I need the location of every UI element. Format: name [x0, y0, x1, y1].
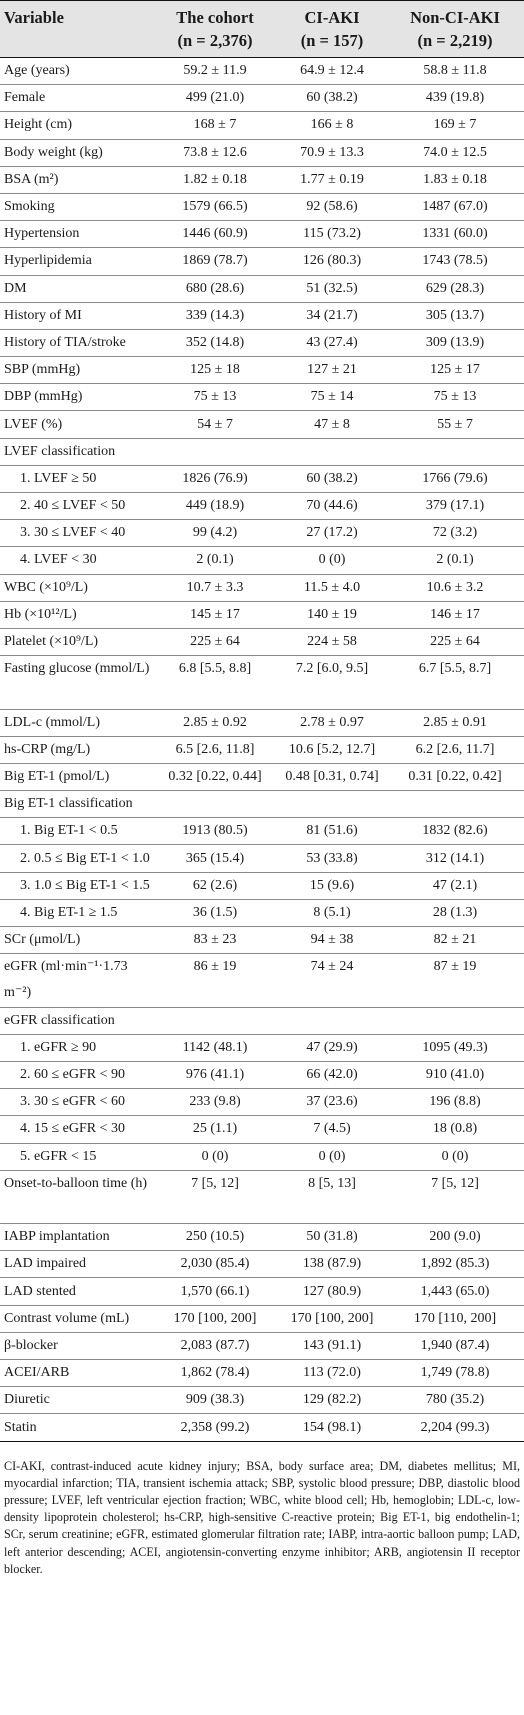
non-ci-aki-value: 82 ± 21 [386, 927, 524, 954]
non-ci-aki-value: 1766 (79.6) [386, 465, 524, 492]
non-ci-aki-value: 1,892 (85.3) [386, 1251, 524, 1278]
row-label: ACEI/ARB [0, 1360, 152, 1387]
cohort-value [152, 791, 278, 818]
header-row [0, 1, 524, 58]
table-row [0, 411, 524, 438]
table-row [0, 1278, 524, 1305]
ci-aki-value: 143 (91.1) [278, 1332, 386, 1359]
row-label: LAD impaired [0, 1251, 152, 1278]
row-label: hs-CRP (mg/L) [0, 736, 152, 763]
cohort-value: 25 (1.1) [152, 1116, 278, 1143]
ci-aki-value: 70.9 ± 13.3 [278, 139, 386, 166]
row-label: 4. Big ET-1 ≥ 1.5 [0, 899, 152, 926]
header-cohort [152, 1, 278, 58]
non-ci-aki-value: 439 (19.8) [386, 85, 524, 112]
cohort-value: 6.5 [2.6, 11.8] [152, 736, 278, 763]
cohort-value: 145 ± 17 [152, 601, 278, 628]
header-cohort-line1: The cohort [176, 8, 254, 27]
table-row [0, 656, 524, 709]
table-row [0, 520, 524, 547]
table-row [0, 248, 524, 275]
cohort-value: 62 (2.6) [152, 872, 278, 899]
table-row [0, 1332, 524, 1359]
row-label: eGFR (ml·min⁻¹·1.73 m⁻²) [0, 954, 152, 1007]
table-body [0, 58, 524, 1442]
cohort-value [152, 438, 278, 465]
row-label: WBC (×10⁹/L) [0, 574, 152, 601]
ci-aki-value [278, 791, 386, 818]
ci-aki-value: 53 (33.8) [278, 845, 386, 872]
row-label: 1. Big ET-1 < 0.5 [0, 818, 152, 845]
table-row [0, 58, 524, 85]
row-label: β-blocker [0, 1332, 152, 1359]
row-label: IABP implantation [0, 1224, 152, 1251]
cohort-value: 0.32 [0.22, 0.44] [152, 763, 278, 790]
non-ci-aki-value: 312 (14.1) [386, 845, 524, 872]
cohort-value: 54 ± 7 [152, 411, 278, 438]
table-header [0, 1, 524, 58]
non-ci-aki-value: 10.6 ± 3.2 [386, 574, 524, 601]
cohort-value: 10.7 ± 3.3 [152, 574, 278, 601]
ci-aki-value: 129 (82.2) [278, 1387, 386, 1414]
cohort-value: 339 (14.3) [152, 302, 278, 329]
row-label: SBP (mmHg) [0, 357, 152, 384]
ci-aki-value: 74 ± 24 [278, 954, 386, 1007]
table-row [0, 193, 524, 220]
ci-aki-value: 66 (42.0) [278, 1061, 386, 1088]
ci-aki-value: 60 (38.2) [278, 85, 386, 112]
row-label: DM [0, 275, 152, 302]
non-ci-aki-value: 1095 (49.3) [386, 1034, 524, 1061]
cohort-value: 976 (41.1) [152, 1061, 278, 1088]
non-ci-aki-value: 55 ± 7 [386, 411, 524, 438]
ci-aki-value: 8 [5, 13] [278, 1170, 386, 1223]
ci-aki-value: 94 ± 38 [278, 927, 386, 954]
row-label: 2. 60 ≤ eGFR < 90 [0, 1061, 152, 1088]
row-label: 4. LVEF < 30 [0, 547, 152, 574]
table-row [0, 628, 524, 655]
table-row [0, 1061, 524, 1088]
cohort-value: 2,030 (85.4) [152, 1251, 278, 1278]
cohort-value: 1142 (48.1) [152, 1034, 278, 1061]
ci-aki-value: 127 (80.9) [278, 1278, 386, 1305]
table-row [0, 1414, 524, 1441]
row-label: Platelet (×10⁹/L) [0, 628, 152, 655]
ci-aki-value: 0 (0) [278, 1143, 386, 1170]
row-label: 5. eGFR < 15 [0, 1143, 152, 1170]
table-row [0, 438, 524, 465]
ci-aki-value: 140 ± 19 [278, 601, 386, 628]
table-row [0, 736, 524, 763]
table-row [0, 709, 524, 736]
row-label: LAD stented [0, 1278, 152, 1305]
table-row [0, 927, 524, 954]
non-ci-aki-value: 87 ± 19 [386, 954, 524, 1007]
row-label: Age (years) [0, 58, 152, 85]
row-label: 2. 0.5 ≤ Big ET-1 < 1.0 [0, 845, 152, 872]
cohort-value: 86 ± 19 [152, 954, 278, 1007]
cohort-value: 125 ± 18 [152, 357, 278, 384]
ci-aki-value: 34 (21.7) [278, 302, 386, 329]
ci-aki-value: 81 (51.6) [278, 818, 386, 845]
cohort-value: 75 ± 13 [152, 384, 278, 411]
ci-aki-value: 10.6 [5.2, 12.7] [278, 736, 386, 763]
row-label: SCr (μmol/L) [0, 927, 152, 954]
ci-aki-value: 0.48 [0.31, 0.74] [278, 763, 386, 790]
non-ci-aki-value: 1487 (67.0) [386, 193, 524, 220]
cohort-value: 499 (21.0) [152, 85, 278, 112]
cohort-value: 6.8 [5.5, 8.8] [152, 656, 278, 709]
cohort-value: 1869 (78.7) [152, 248, 278, 275]
non-ci-aki-value: 47 (2.1) [386, 872, 524, 899]
cohort-value: 170 [100, 200] [152, 1305, 278, 1332]
row-label: History of MI [0, 302, 152, 329]
cohort-value: 680 (28.6) [152, 275, 278, 302]
cohort-value: 365 (15.4) [152, 845, 278, 872]
table-row [0, 954, 524, 1007]
table-row [0, 791, 524, 818]
cohort-value: 1913 (80.5) [152, 818, 278, 845]
ci-aki-value [278, 1007, 386, 1034]
row-label: 2. 40 ≤ LVEF < 50 [0, 493, 152, 520]
header-variable-line1: Variable [4, 8, 64, 27]
table-row [0, 465, 524, 492]
non-ci-aki-value: 629 (28.3) [386, 275, 524, 302]
cohort-value: 1,862 (78.4) [152, 1360, 278, 1387]
ci-aki-value: 166 ± 8 [278, 112, 386, 139]
cohort-value: 73.8 ± 12.6 [152, 139, 278, 166]
table-row [0, 384, 524, 411]
non-ci-aki-value [386, 438, 524, 465]
ci-aki-value: 0 (0) [278, 547, 386, 574]
row-label: LVEF classification [0, 438, 152, 465]
ci-aki-value: 8 (5.1) [278, 899, 386, 926]
non-ci-aki-value [386, 1007, 524, 1034]
ci-aki-value: 170 [100, 200] [278, 1305, 386, 1332]
ci-aki-value: 224 ± 58 [278, 628, 386, 655]
cohort-value: 1579 (66.5) [152, 193, 278, 220]
ci-aki-value [278, 438, 386, 465]
table-footnote: CI-AKI, contrast-induced acute kidney injury; BSA, body surface area; DM, diabetes mellitus; MI, myocardial infarction; TIA, transient ischemia attack; SBP, systolic blood pressure; DBP, diastolic blood pressure; LVEF, left ventricular ejection fraction; WBC, white blood cell; Hb, hemoglobin; LDL-c, low-density lipoprotein cholesterol; hs-CRP, high-sensitive C-reactive protein; Big ET-1, big endothelin-1; SCr, serum creatinine; eGFR, estimated glomerular filtration rate; IABP, intra-aortic balloon pump; LAD, left anterior descending; ACEI, angiotensin-converting enzyme inhibitor; ARB, angiotensin II receptor blocker. [4, 1458, 520, 1576]
non-ci-aki-value: 2,204 (99.3) [386, 1414, 524, 1441]
row-label: Hyperlipidemia [0, 248, 152, 275]
cohort-value: 2.85 ± 0.92 [152, 709, 278, 736]
table-row [0, 872, 524, 899]
cohort-value: 99 (4.2) [152, 520, 278, 547]
non-ci-aki-value: 379 (17.1) [386, 493, 524, 520]
non-ci-aki-value: 1331 (60.0) [386, 221, 524, 248]
table-row [0, 1360, 524, 1387]
header-non-ci-aki-line2: (n = 2,219) [417, 31, 493, 50]
table-row [0, 1034, 524, 1061]
row-label: Statin [0, 1414, 152, 1441]
cohort-value: 7 [5, 12] [152, 1170, 278, 1223]
row-label: History of TIA/stroke [0, 329, 152, 356]
table-row [0, 899, 524, 926]
cohort-value: 352 (14.8) [152, 329, 278, 356]
header-non-ci-aki-line1: Non-CI-AKI [410, 8, 500, 27]
ci-aki-value: 138 (87.9) [278, 1251, 386, 1278]
table-row [0, 763, 524, 790]
row-label: Body weight (kg) [0, 139, 152, 166]
row-label: Female [0, 85, 152, 112]
cohort-value: 1446 (60.9) [152, 221, 278, 248]
cohort-value: 449 (18.9) [152, 493, 278, 520]
table-row [0, 1224, 524, 1251]
header-variable [0, 1, 152, 58]
cohort-value: 1.82 ± 0.18 [152, 166, 278, 193]
row-label: Fasting glucose (mmol/L) [0, 656, 152, 709]
non-ci-aki-value: 6.2 [2.6, 11.7] [386, 736, 524, 763]
table-row [0, 85, 524, 112]
ci-aki-value: 154 (98.1) [278, 1414, 386, 1441]
non-ci-aki-value: 74.0 ± 12.5 [386, 139, 524, 166]
ci-aki-value: 1.77 ± 0.19 [278, 166, 386, 193]
row-label: DBP (mmHg) [0, 384, 152, 411]
cohort-value: 225 ± 64 [152, 628, 278, 655]
table-row [0, 1007, 524, 1034]
cohort-value: 59.2 ± 11.9 [152, 58, 278, 85]
ci-aki-value: 47 (29.9) [278, 1034, 386, 1061]
non-ci-aki-value: 0.31 [0.22, 0.42] [386, 763, 524, 790]
row-label: 3. 30 ≤ eGFR < 60 [0, 1089, 152, 1116]
non-ci-aki-value: 305 (13.7) [386, 302, 524, 329]
ci-aki-value: 7 (4.5) [278, 1116, 386, 1143]
non-ci-aki-value: 196 (8.8) [386, 1089, 524, 1116]
cohort-value: 83 ± 23 [152, 927, 278, 954]
table-row [0, 139, 524, 166]
ci-aki-value: 64.9 ± 12.4 [278, 58, 386, 85]
ci-aki-value: 127 ± 21 [278, 357, 386, 384]
header-cohort-line2: (n = 2,376) [177, 31, 253, 50]
row-label: eGFR classification [0, 1007, 152, 1034]
table-row [0, 493, 524, 520]
non-ci-aki-value: 58.8 ± 11.8 [386, 58, 524, 85]
table-row [0, 329, 524, 356]
non-ci-aki-value: 18 (0.8) [386, 1116, 524, 1143]
table-row [0, 302, 524, 329]
non-ci-aki-value: 1.83 ± 0.18 [386, 166, 524, 193]
non-ci-aki-value: 1832 (82.6) [386, 818, 524, 845]
header-ci-aki-line1: CI-AKI [304, 8, 360, 27]
ci-aki-value: 43 (27.4) [278, 329, 386, 356]
row-label: LDL-c (mmol/L) [0, 709, 152, 736]
header-ci-aki-line2: (n = 157) [300, 31, 364, 50]
table-row [0, 547, 524, 574]
row-label: Contrast volume (mL) [0, 1305, 152, 1332]
cohort-value: 1826 (76.9) [152, 465, 278, 492]
cohort-value: 1,570 (66.1) [152, 1278, 278, 1305]
header-ci-aki [278, 1, 386, 58]
row-label: Big ET-1 classification [0, 791, 152, 818]
non-ci-aki-value: 1,940 (87.4) [386, 1332, 524, 1359]
ci-aki-value: 2.78 ± 0.97 [278, 709, 386, 736]
table-row [0, 1387, 524, 1414]
table-row [0, 1251, 524, 1278]
table-row [0, 1305, 524, 1332]
cohort-value: 36 (1.5) [152, 899, 278, 926]
ci-aki-value: 75 ± 14 [278, 384, 386, 411]
ci-aki-value: 113 (72.0) [278, 1360, 386, 1387]
cohort-value: 2 (0.1) [152, 547, 278, 574]
cohort-value: 909 (38.3) [152, 1387, 278, 1414]
header-non-ci-aki [386, 1, 524, 58]
non-ci-aki-value [386, 791, 524, 818]
table-row [0, 112, 524, 139]
ci-aki-value: 70 (44.6) [278, 493, 386, 520]
row-label: Hypertension [0, 221, 152, 248]
row-label: BSA (m²) [0, 166, 152, 193]
row-label: 1. eGFR ≥ 90 [0, 1034, 152, 1061]
non-ci-aki-value: 170 [110, 200] [386, 1305, 524, 1332]
ci-aki-value: 51 (32.5) [278, 275, 386, 302]
ci-aki-value: 47 ± 8 [278, 411, 386, 438]
ci-aki-value: 50 (31.8) [278, 1224, 386, 1251]
table-row [0, 845, 524, 872]
non-ci-aki-value: 0 (0) [386, 1143, 524, 1170]
table-row [0, 574, 524, 601]
ci-aki-value: 92 (58.6) [278, 193, 386, 220]
non-ci-aki-value: 72 (3.2) [386, 520, 524, 547]
row-label: 3. 30 ≤ LVEF < 40 [0, 520, 152, 547]
row-label: 1. LVEF ≥ 50 [0, 465, 152, 492]
non-ci-aki-value: 1,749 (78.8) [386, 1360, 524, 1387]
table-row [0, 601, 524, 628]
row-label: Hb (×10¹²/L) [0, 601, 152, 628]
non-ci-aki-value: 200 (9.0) [386, 1224, 524, 1251]
non-ci-aki-value: 1,443 (65.0) [386, 1278, 524, 1305]
cohort-value: 2,083 (87.7) [152, 1332, 278, 1359]
non-ci-aki-value: 225 ± 64 [386, 628, 524, 655]
non-ci-aki-value: 7 [5, 12] [386, 1170, 524, 1223]
table-row [0, 275, 524, 302]
non-ci-aki-value: 6.7 [5.5, 8.7] [386, 656, 524, 709]
ci-aki-value: 126 (80.3) [278, 248, 386, 275]
ci-aki-value: 60 (38.2) [278, 465, 386, 492]
non-ci-aki-value: 910 (41.0) [386, 1061, 524, 1088]
ci-aki-value: 15 (9.6) [278, 872, 386, 899]
row-label: 3. 1.0 ≤ Big ET-1 < 1.5 [0, 872, 152, 899]
row-label: Big ET-1 (pmol/L) [0, 763, 152, 790]
ci-aki-value: 37 (23.6) [278, 1089, 386, 1116]
ci-aki-value: 27 (17.2) [278, 520, 386, 547]
row-label: Smoking [0, 193, 152, 220]
cohort-value: 250 (10.5) [152, 1224, 278, 1251]
non-ci-aki-value: 2.85 ± 0.91 [386, 709, 524, 736]
table-row [0, 1143, 524, 1170]
non-ci-aki-value: 2 (0.1) [386, 547, 524, 574]
table-row [0, 221, 524, 248]
non-ci-aki-value: 28 (1.3) [386, 899, 524, 926]
non-ci-aki-value: 125 ± 17 [386, 357, 524, 384]
table-row [0, 357, 524, 384]
row-label: 4. 15 ≤ eGFR < 30 [0, 1116, 152, 1143]
cohort-value: 0 (0) [152, 1143, 278, 1170]
non-ci-aki-value: 146 ± 17 [386, 601, 524, 628]
non-ci-aki-value: 780 (35.2) [386, 1387, 524, 1414]
ci-aki-value: 115 (73.2) [278, 221, 386, 248]
non-ci-aki-value: 309 (13.9) [386, 329, 524, 356]
row-label: LVEF (%) [0, 411, 152, 438]
row-label: Diuretic [0, 1387, 152, 1414]
cohort-value [152, 1007, 278, 1034]
table-row [0, 818, 524, 845]
cohort-value: 2,358 (99.2) [152, 1414, 278, 1441]
ci-aki-value: 7.2 [6.0, 9.5] [278, 656, 386, 709]
non-ci-aki-value: 169 ± 7 [386, 112, 524, 139]
cohort-value: 168 ± 7 [152, 112, 278, 139]
table-row [0, 1170, 524, 1223]
ci-aki-value: 11.5 ± 4.0 [278, 574, 386, 601]
cohort-value: 233 (9.8) [152, 1089, 278, 1116]
row-label: Height (cm) [0, 112, 152, 139]
table-row [0, 1116, 524, 1143]
table-row [0, 166, 524, 193]
non-ci-aki-value: 75 ± 13 [386, 384, 524, 411]
row-label: Onset-to-balloon time (h) [0, 1170, 152, 1223]
table-row [0, 1089, 524, 1116]
non-ci-aki-value: 1743 (78.5) [386, 248, 524, 275]
